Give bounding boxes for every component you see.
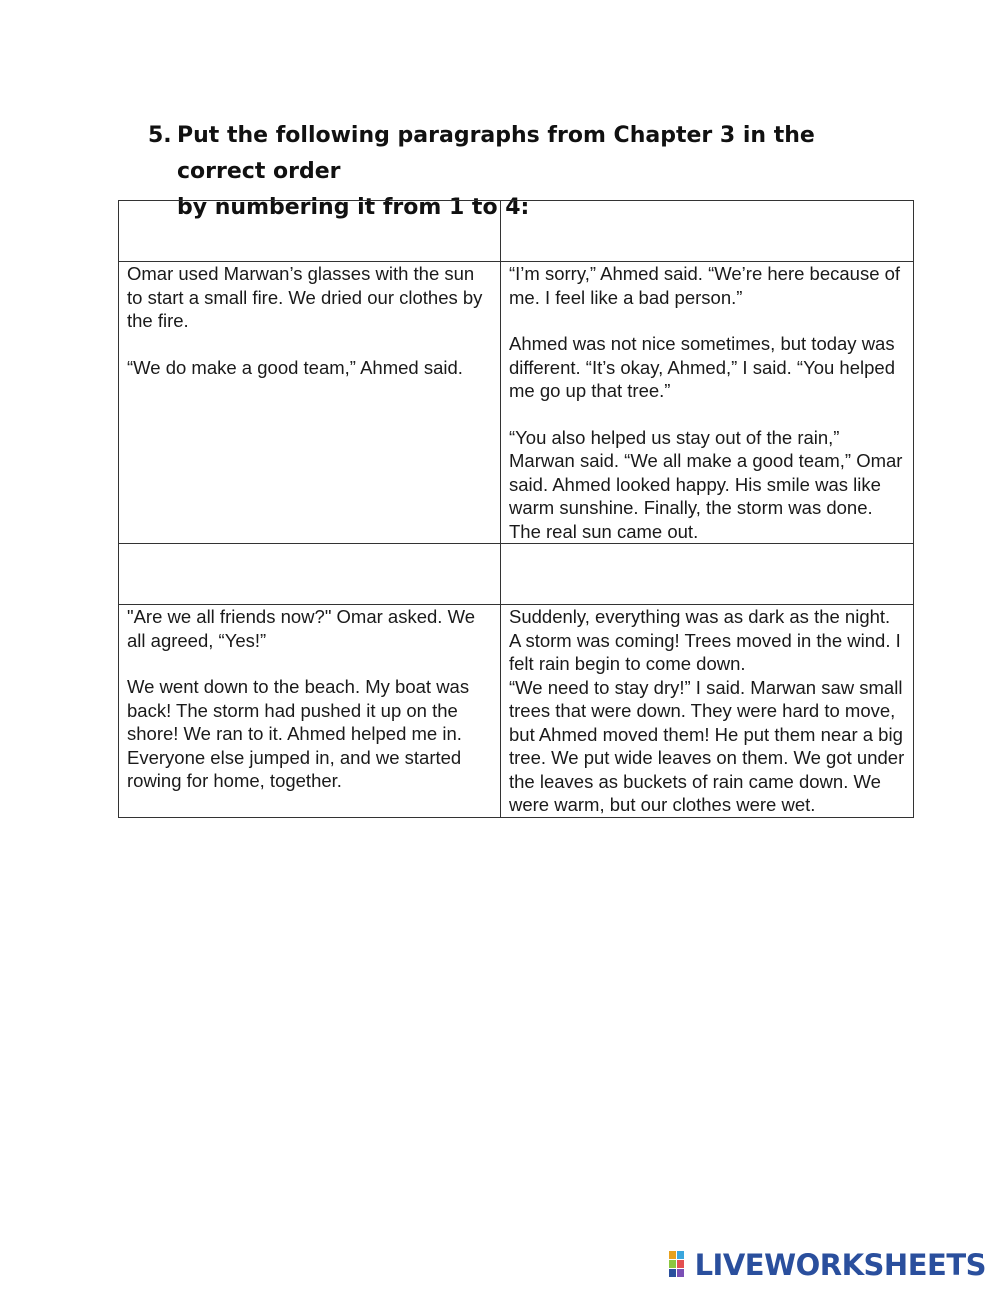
paragraph-text: “You also helped us stay out of the rain,” Marwan said. “We all make a good team,” Omar said. Ahmed looked happy. His smile was like warm sunshine. Finally, the storm was done. The real sun came out. (509, 426, 903, 542)
paragraph-text: “We need to stay dry!” I said. Marwan saw small trees that were down. They were hard to move, but Ahmed moved them! He put them near a big tree. We put wide leaves on them. We got under the leaves as buckets of rain came down. We were warm, but our clothes were wet. (509, 676, 905, 815)
liveworksheets-brand (669, 1248, 986, 1282)
paragraph-text: A storm was coming! Trees moved in the wind. I felt rain begin to come down. (509, 629, 901, 674)
paragraph-text: “We do make a good team,” Ahmed said. (127, 356, 463, 378)
paragraph-card-2 (501, 262, 914, 544)
answer-row (119, 544, 914, 605)
answer-cell (119, 201, 501, 262)
answer-box-1[interactable] (119, 201, 504, 263)
answer-box-3[interactable] (119, 544, 504, 606)
paragraph-text: Ahmed was not nice sometimes, but today was different. “It’s okay, Ahmed,” I said. “You helped me go up that tree.” (509, 333, 895, 401)
liveworksheets-logo-icon (669, 1251, 693, 1279)
question-number: 5. (148, 123, 172, 148)
paragraph-card-4 (501, 605, 914, 818)
answer-cell (501, 544, 914, 605)
answer-cell (501, 201, 914, 262)
question-line-1: Put the following paragraphs from Chapter 3 in the correct order (177, 123, 815, 184)
question-line-2: by numbering it from 1 to 4: (177, 195, 530, 220)
paragraph-row (119, 262, 914, 544)
answer-box-4[interactable] (501, 544, 917, 606)
paragraph-text: "Are we all friends now?" Omar asked. We all agreed, “Yes!” (127, 606, 475, 651)
paragraph-row (119, 605, 914, 818)
paragraph-card-1 (119, 262, 501, 544)
paragraph-text: We went down to the beach. My boat was back! The storm had pushed it up on the shore! We ran to it. Ahmed helped me in. Everyone else jumped in, and we started rowing for home, together. (127, 676, 470, 791)
ordering-table (118, 200, 914, 818)
paragraph-text: “I’m sorry,” Ahmed said. “We’re here because of me. I feel like a bad person.” (509, 263, 901, 308)
answer-cell (119, 544, 501, 605)
answer-row (119, 201, 914, 262)
brand-name: LIVEWORKSHEETS (694, 1248, 986, 1282)
paragraph-text: Suddenly, everything was as dark as the night. (509, 606, 891, 627)
answer-box-2[interactable] (501, 201, 917, 263)
paragraph-text: Omar used Marwan’s glasses with the sun to start a small fire. We dried our clothes by the fire. (127, 263, 483, 331)
paragraph-card-3 (119, 605, 501, 818)
